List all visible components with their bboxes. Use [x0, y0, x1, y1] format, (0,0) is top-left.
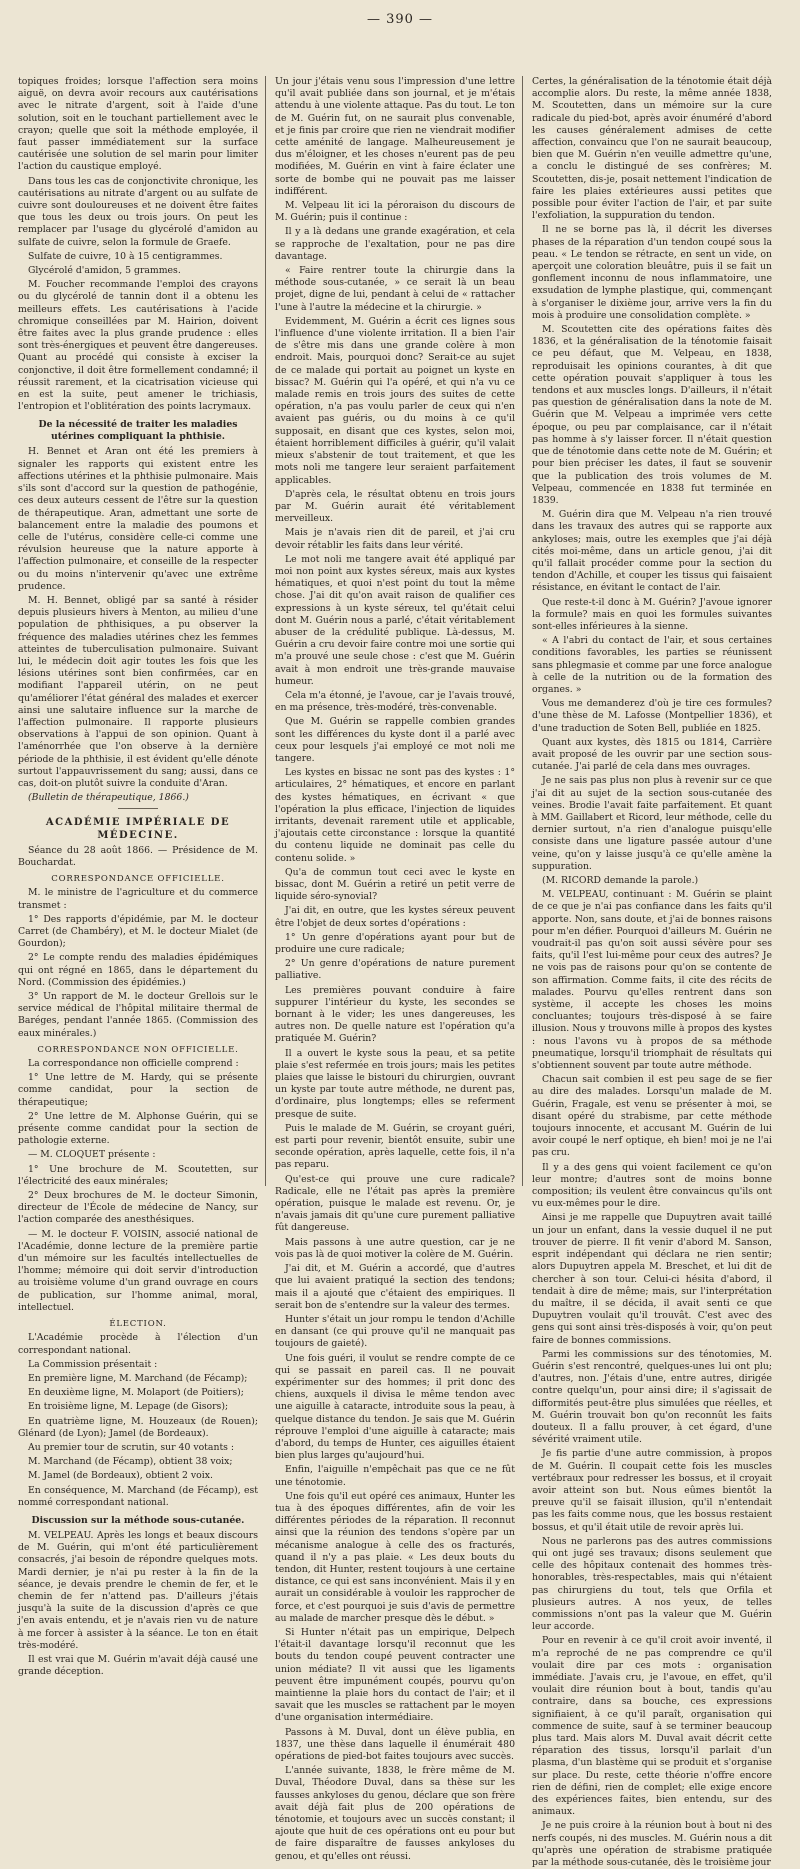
paragraph: En quatrième ligne, M. Houzeaux (de Rouen); Glénard (de Lyon); Jamel (de Bordeaux).: [18, 1415, 258, 1439]
paragraph: Si Hunter n'était pas un empirique, Delpech l'était-il davantage lorsqu'il reconnut que les bouts du tendon coupé peuvent contracter une union médiate? Il vit aussi que les ligaments peuvent être impunément coupés, pourvu qu'on maintienne la plaie hors du contact de l'air; et il savait que les muscles se rattachent par le moyen d'une organisation intermédiaire.: [275, 1626, 515, 1724]
paragraph: M. Foucher recommande l'emploi des crayons ou du glycérolé de tannin dont il a obtenu les meilleurs effets. Les cautérisations à l'acide chromique conseillées par M. Hairion, doivent être faites avec la plus grande prudence : elles sont très-énergiques et peuvent être dangereuses. Quant au procédé qui consiste à exciser la conjonctive, il doit être formellement condamné; il réussit rarement, et la cicatrisation vicieuse qui en est la suite, peut amener le trichiasis, l'entropion et l'oblitération des points lacrymaux.: [18, 279, 258, 413]
paragraph: Il ne se borne pas là, il décrit les diverses phases de la réparation d'un tendon coupé sous la peau. « Le tendon se rétracte, en sent un vide, on aperçoit une coloration bleuâtre, puis il se fait un gonflement inconnu de nous inflammatoire, une exsudation de lymphe plastique, qui, commençant à s'organiser le dixième jour, arrive vers la fin du mois à produire une consolidation complète. »: [532, 224, 772, 321]
paragraph: Le mot noli me tangere avait été appliqué par moi non point aux kystes séreux, mais aux kystes hématiques, et quoi n'est point du tout la même chose. J'ai dit qu'on avait raison de qualifier ces expressions à un kyste séreux, tel qu'était celui dont M. Guérin nous a parlé, c'était véritablement abuser de la crédulité publique. Là-dessus, M. Guérin a cru devoir faire contre moi une sortie qui m'a prouvé une seule chose : c'est que M. Guérin avait à mon endroit une très-grande mauvaise humeur.: [275, 553, 515, 687]
paragraph: Je fis partie d'une autre commission, à propos de M. Guérin. Il coupait cette fois les muscles vertébraux pour redresser les bossus, et il croyait avoir atteint son but. Nous eûmes bientôt la preuve qu'il se faisait illusion, qu'il n'entendait pas les faits comme nous, que les bossus restaient bossus, et qu'il était utile de revoir après lui.: [532, 1448, 772, 1533]
paragraph: topiques froides; lorsque l'affection sera moins aiguë, on devra avoir recours aux cautérisations avec le nitrate d'argent, soit à l'aide d'une solution, soit en le touchant partiellement avec le crayon; quelle que soit la méthode employée, il faut passer immédiatement sur la surface cautérisée une solution de sel marin pour limiter l'action du caustique employé.: [18, 76, 258, 173]
paragraph: Une fois qu'il eut opéré ces animaux, Hunter les tua à des époques différentes, afin de voir les différentes périodes de la réparation. Il reconnut ainsi que la réunion des tendons s'opère par un mécanisme analogue à celle des os fracturés, quand il n'y a pas plaie. « Les deux bouts du tendon, dit Hunter, restent toujours à une certaine distance, ce qui est sans inconvénient. Mais il y en aurait un considérable à vouloir les rapprocher de force, et c'est pourquoi je suis d'avis de permettre au malade de marcher presque dès le début. »: [275, 1490, 515, 1624]
paragraph: (M. RICORD demande la parole.): [542, 875, 699, 886]
paragraph: Il est vrai que M. Guérin m'avait déjà causé une grande déception.: [18, 1653, 258, 1678]
paragraph: 1° Une lettre de M. Hardy, qui se présente comme candidat, pour la section de thérapeutique;: [18, 1072, 258, 1108]
paragraph: Dans tous les cas de conjonctivite chronique, les cautérisations au nitrate d'argent ou au sulfate de cuivre sont douloureuses et ne doivent être faites que tous les deux ou trois jours. On peut les remplacer par l'usage du glycérolé d'amidon au sulfate de cuivre, selon la formule de Graefe.: [18, 175, 258, 248]
subsection-heading: CORRESPONDANCE OFFICIELLE.: [51, 874, 225, 885]
paragraph: Les premières pouvant conduire à faire suppurer l'intérieur du kyste, les secondes se bornant à le vider; les unes dangereuses, les autres non. De quelle nature est l'opération qu'a pratiquée M. Guérin?: [275, 984, 515, 1045]
paragraph: M. le ministre de l'agriculture et du commerce transmet :: [18, 887, 258, 911]
paragraph: — M. le docteur F. VOISIN, associé national de l'Académie, donne lecture de la première partie d'un mémoire sur les facultés intellectuelles de l'homme; mémoire qui doit servir d'introduction au troisième volume d'un grand ouvrage en cours de publication, sur l'homme animal, moral, intellectuel.: [18, 1228, 258, 1313]
citation: (Bulletin de thérapeutique, 1866.): [28, 792, 189, 804]
paragraph: M. Guérin dira que M. Velpeau n'a rien trouvé dans les travaux des autres qui se rapporte aux ankyloses; mais, outre les exemples que j'ai déjà cités moi-même, dans un article genou, j'ai dit qu'il fallait procéder comme pour la section du tendon d'Achille, et couper les tissus qui faisaient résistance, en évitant le contact de l'air.: [532, 509, 772, 594]
paragraph: Il y a des gens qui voient facilement ce qu'on leur montre; d'autres sont de moins bonne composition; ils veulent être convaincus qu'ils ont vu eux-mêmes pour le dire.: [532, 1161, 772, 1210]
paragraph: Puis le malade de M. Guérin, se croyant guéri, est parti pour revenir, bientôt ensuite, subir une seconde opération, après laquelle, cette fois, il n'a pas reparu.: [275, 1122, 515, 1171]
paragraph: « Faire rentrer toute la chirurgie dans la méthode sous-cutanée, » ce serait là un beau projet, digne de lui, pendant à celui de « rattacher l'une à l'autre la médecine et la chirurgie. »: [275, 265, 515, 313]
paragraph: L'Académie procède à l'élection d'un correspondant national.: [18, 1332, 258, 1356]
paragraph: Les kystes en bissac ne sont pas des kystes : 1° articulaires, 2° hématiques, et encore en parlant des kystes hématiques, en écrivant « que l'opération la plus efficace, l'injection de liquides irritants, devenait rarement utile et applicable, j'ajoutais cette circonstance : lorsque la quantité du contenu liquide ne dominait pas celle du contenu solide. »: [275, 767, 515, 864]
separator: [118, 808, 158, 809]
paragraph: J'ai dit, et M. Guérin a accordé, que d'autres que lui avaient pratiqué la section des tendons; mais il a ajouté que c'étaient des empiriques. Il serait bon de s'entendre sur la valeur des termes.: [275, 1263, 515, 1311]
paragraph: 3° Un rapport de M. le docteur Grellois sur le service médical de l'hôpital militaire thermal de Baréges, pendant l'année 1865. (Commission des eaux minérales.): [18, 991, 258, 1039]
paragraph: Quant aux kystes, dès 1815 ou 1814, Carrière avait proposé de les ouvrir par une section sous-cutanée. J'ai parlé de cela dans mes ouvrages.: [532, 736, 772, 773]
subsection-heading: CORRESPONDANCE NON OFFICIELLE.: [37, 1044, 239, 1055]
paragraph: 1° Une brochure de M. Scoutetten, sur l'électricité des eaux minérales;: [18, 1163, 258, 1187]
paragraph: Que M. Guérin se rappelle combien grandes sont les différences du kyste dont il a parlé avec ceux pour lesquels j'ai employé ce mot noli me tangere.: [275, 716, 515, 764]
paragraph: Enfin, l'aiguille n'empêchait pas que ce ne fût une ténotomie.: [275, 1464, 515, 1488]
paragraph: Il a ouvert le kyste sous la peau, et sa petite plaie s'est refermée en trois jours; mais les petites plaies que laisse le bistouri du chirurgien, ouvrant un kyste par toute autre méthode, ne durent pas, d'ordinaire, plus longtemps; elles se referment presque de suite.: [275, 1047, 515, 1120]
paragraph: Ainsi je me rappelle que Dupuytren avait taillé un jour un enfant, dans la vessie duquel il ne put trouver de pierre. Il fit venir d'abord M. Sanson, esprit indépendant qui déclara ne rien sentir; alors Dupuytren appela M. Breschet, et lui dit de chercher à son tour. Celui-ci hésita d'abord, il tendait à dire de même; mais, sur l'interprétation du maître, il se décida, il avait senti ce que Dupuytren voulait qu'il trouvât. C'est avec des gens qui sont ainsi très-disposés à voir, qu'on peut faire de bonnes commissions.: [532, 1212, 772, 1346]
paragraph: Je ne sais pas plus non plus à revenir sur ce que j'ai dit au sujet de la section sous-cutanée des veines. Brodie l'avait faite parfaitement. Et quant à MM. Gaillabert et Ricord, leur méthode, celle du dernier surtout, n'a rien d'analogue puisqu'elle consiste dans une ligature passée autour d'une veine, qu'on y laisse jusqu'à ce qu'elle amène la suppuration.: [532, 775, 772, 872]
paragraph: M. Marchand (de Fécamp), obtient 38 voix;: [28, 1456, 233, 1468]
paragraph: M. VELPEAU, continuant : M. Guérin se plaint de ce que je n'ai pas confiance dans les faits qu'il apporte. Non, sans doute, et j'ai de bonnes raisons pour m'en défier. Pourquoi d'ailleurs M. Guérin ne voudrait-il pas qu'on soit aussi sévère pour ses faits, qu'il l'est lui-même pour ceux des autres? Je ne vois pas de raisons pour qu'on se contente de son affirmation. Comme faits, il cite des récits de malades. Pourvu qu'elles rentrent dans son système, il accepte les choses les moins concluantes; toujours très-disposé à se faire illusion. Nous y trouvons mille à propos des kystes : nous l'avons vu à propos de sa méthode pneumatique, lorsqu'il triomphait de résultats qui s'obtiennent souvent par toute autre méthode.: [532, 889, 772, 1072]
paragraph: Mais je n'avais rien dit de pareil, et j'ai cru devoir rétablir les faits dans leur vérité.: [275, 527, 515, 551]
paragraph: Nous ne parlerons pas des autres commissions qui ont jugé ses travaux; disons seulement que celle des hôpitaux contenait des hommes très-honorables, très-respectables, mais qui n'étaient pas chirurgiens du tout, tels que Orfila et plusieurs autres. A nos yeux, de telles commissions n'ont pas la valeur que M. Guérin leur accorde.: [532, 1535, 772, 1633]
paragraph: « A l'abri du contact de l'air, et sous certaines conditions favorables, les parties se réunissent sans phlegmasie et comme par une force analogue à celle de la nutrition ou de la formation des organes. »: [532, 635, 772, 695]
paragraph: Une fois guéri, il voulut se rendre compte de ce qui se passait en pareil cas. Il ne pouvait expérimenter sur des hommes; il prit donc des chiens, auxquels il divisa le même tendon avec une aiguille à cataracte, introduite sous la peau, à quelque distance du tendon. Je sais que M. Guérin réprouve l'emploi d'une aiguille à cataracte; mais d'abord, du temps de Hunter, ces aiguilles étaient bien plus larges qu'aujourd'hui.: [275, 1352, 515, 1462]
paragraph: Il y a là dedans une grande exagération, et cela se rapproche de l'exaltation, pour ne pas dire davantage.: [275, 226, 515, 262]
paragraph: M. Scoutetten cite des opérations faites dès 1836, et la généralisation de la ténotomie faisait ce peu défaut, que M. Velpeau, en 1838, reproduisait les opinions courantes, à dit que cette opération pouvait s'appliquer à tous les tendons et aux muscles longs. D'ailleurs, il n'était pas question de généralisation dans la note de M. Guérin que M. Velpeau a imprimée vers cette époque, ou peu par complaisance, car il n'était pas homme à s'y laisser forcer. Il n'était question que de ténotomie dans cette note de M. Guérin; et pour bien préciser les dates, il faut se souvenir que la publication des trois volumes de M. Velpeau, commencée en 1838 fut terminée en 1839.: [532, 324, 772, 506]
session-line: Séance du 28 août 1866. — Présidence de M. Bouchardat.: [18, 844, 258, 868]
section-heading: Discussion sur la méthode sous-cutanée.: [31, 1514, 245, 1526]
paragraph: L'année suivante, 1838, le frère même de M. Duval, Théodore Duval, dans sa thèse sur les fausses ankyloses du genou, déclare que son frère avait déjà fait plus de 200 opérations de ténotomie, et toujours avec un succès constant; il ajoute que huit de ces opérations ont eu pour but de faire disparaître de fausses ankyloses du genou, et qu'elles ont réussi.: [275, 1765, 515, 1862]
paragraph: 2° Deux brochures de M. le docteur Simonin, directeur de l'École de médecine de Nancy, sur l'action comparée des anesthésiques.: [18, 1190, 258, 1226]
paragraph: Je ne puis croire à la réunion bout à bout ni des nerfs coupés, ni des muscles. M. Guérin nous a dit qu'après une opération de strabisme pratiquée par la méthode sous-cutanée, dès le troisième jour: [532, 1820, 772, 1869]
paragraph: Certes, la généralisation de la ténotomie était déjà accomplie alors. Du reste, la même année 1838, M. Scoutetten, dans un mémoire sur la cure radicale du pied-bot, après avoir énuméré d'abord les causes généralement admises de cette affection, convaincu que l'on ne saurait beaucoup, bien que M. Guérin n'en veuille admettre qu'une, a conclu le distingué de ses confrères; M. Scoutetten, dis-je, posait nettement l'indication de faire les plaies extérieures aussi petites que possible pour éviter l'action de l'air, et par suite l'exfoliation, la suppuration du tendon.: [532, 76, 772, 222]
paragraph: La Commission présentait :: [28, 1358, 158, 1370]
paragraph: M. Jamel (de Bordeaux), obtient 2 voix.: [28, 1470, 213, 1482]
paragraph: Chacun sait combien il est peu sage de se fier au dire des malades. Lorsqu'un malade de M. Guérin, Fragale, est venu se présenter à moi, se disant opéré du strabisme, par cette méthode toujours innocente, et accusant M. Guérin de lui avoir coupé le nerf optique, eh bien! moi je ne l'ai pas cru.: [532, 1074, 772, 1159]
paragraph: Un jour j'étais venu sous l'impression d'une lettre qu'il avait publiée dans son journal, et je m'étais attendu à une violente attaque. Pas du tout. Le ton de M. Guérin fut, on ne saurait plus convenable, et je finis par croire que rien ne viendrait modifier cette aménité de langage. Malheureusement je dus m'éloigner, et les choses n'eurent pas de peu modifiées, M. Guérin en vint à faire éclater une sorte de bombe qui ne pouvait pas me laisser indifférent.: [275, 76, 515, 197]
academy-heading: ACADÉMIE IMPÉRIALE DE MÉDECINE.: [45, 817, 231, 841]
formula-line: Glycérolé d'amidon, 5 grammes.: [28, 265, 181, 277]
page-number: — 390 —: [366, 12, 434, 27]
column-divider: [265, 76, 266, 1186]
section-heading: De la nécessité de traiter les maladies utérines compliquant la phthisie.: [38, 419, 238, 443]
paragraph: 2° Une lettre de M. Alphonse Guérin, qui se présente comme candidat pour la section de pathologie externe.: [18, 1110, 258, 1147]
paragraph: Qu'est-ce qui prouve une cure radicale? Radicale, elle ne l'était pas après la première opération, puisque le malade est revenu. Or, je n'avais jamais dit qu'une cure purement palliative fût dangereuse.: [275, 1173, 515, 1234]
paragraph: En troisième ligne, M. Lepage (de Gisors);: [28, 1401, 229, 1413]
paragraph: 2° Un genre d'opérations de nature purement palliative.: [275, 958, 515, 982]
column-1: [18, 76, 258, 1678]
paragraph: H. Bennet et Aran ont été les premiers à signaler les rapports qui existent entre les affections utérines et la phthisie pulmonaire. Mais s'ils sont d'accord sur la question de pathogénie, ces deux auteurs cessent de l'être sur la question de thérapeutique. Aran, admettant une sorte de balancement entre la maladie des poumons et celle de l'utérus, considère celle-ci comme une révulsion heureuse que la nature apporte à l'affection pulmonaire, et conseille de la respecter ou du moins n'intervenir qu'avec une extrême prudence.: [18, 446, 258, 592]
paragraph: Mais passons à une autre question, car je ne vois pas là de quoi motiver la colère de M. Guérin.: [275, 1236, 515, 1260]
paragraph: Pour en revenir à ce qu'il croit avoir inventé, il m'a reproché de ne pas comprendre ce qu'il voulait dire par ces mots : organisation immédiate. J'avais cru, je l'avoue, en effet, qu'il voulait dire réunion bout à bout, tandis qu'au contraire, dans sa bouche, ces expressions signifiaient, à ce qu'il paraît, organisation qui commence de suite, sauf à se terminer beaucoup plus tard. Mais alors M. Duval avait décrit cette réparation des tissus, lorsqu'il parlait d'un plasma, d'un blastème qui se produit et s'organise sur place. Du reste, cette théorie n'offre encore rien de défini, rien de complet; elle exige encore des expériences faites, bien entendu, sur des animaux.: [532, 1635, 772, 1818]
paragraph: M. VELPEAU. Après les longs et beaux discours de M. Guérin, qui m'ont été particulièrement consacrés, j'ai besoin de répondre quelques mots. Mardi dernier, je n'ai pu rester à la fin de la séance, je devais prendre le chemin de fer, et le chemin de fer n'attend pas. D'ailleurs j'étais jusqu'à la suite de la discussion d'après ce que j'en avais entendu, et je n'avais rien vu de nature à me forcer à assister à la séance. Le ton en était très-modéré.: [18, 1529, 258, 1651]
paragraph: J'ai dit, en outre, que les kystes séreux peuvent être l'objet de deux sortes d'opérations :: [275, 905, 515, 929]
paragraph: En première ligne, M. Marchand (de Fécamp);: [28, 1372, 248, 1384]
column-2: [275, 76, 515, 1862]
paragraph: Au premier tour de scrutin, sur 40 votants :: [28, 1441, 235, 1453]
paragraph: 2° Le compte rendu des maladies épidémiques qui ont régné en 1865, dans le département du Nord. (Commission des épidémies.): [18, 952, 258, 988]
paragraph: Cela m'a étonné, je l'avoue, car je l'avais trouvé, en ma présence, très-modéré, très-convenable.: [275, 689, 515, 714]
paragraph: Hunter s'était un jour rompu le tendon d'Achille en dansant (ce qui prouve qu'il ne manquait pas toujours de gaieté).: [275, 1313, 515, 1350]
subsection-heading: ÉLECTION.: [109, 1319, 167, 1330]
column-3: [532, 76, 772, 1869]
paragraph: Passons à M. Duval, dont un élève publia, en 1837, une thèse dans laquelle il énumérait 480 opérations de pied-bot faites toujours avec succès.: [275, 1726, 515, 1763]
formula-line: Sulfate de cuivre, 10 à 15 centigrammes.: [28, 250, 223, 262]
paragraph: — M. CLOQUET présente :: [28, 1149, 156, 1161]
paragraph: 1° Un genre d'opérations ayant pour but de produire une cure radicale;: [275, 931, 515, 956]
paragraph: M. H. Bennet, obligé par sa santé à résider depuis plusieurs hivers à Menton, au milieu d'une population de phthisiques, a pu observer la fréquence des maladies utérines chez les femmes atteintes de tuberculisation pulmonaire. Suivant lui, le médecin doit agir toutes les fois que les lésions utérines sont bien confirmées, car en modifiant l'appareil utérin, on ne peut qu'améliorer l'état général des malades et exercer ainsi une salutaire influence sur la marche de l'affection pulmonaire. Il rapporte plusieurs observations à l'appui de son opinion. Quant à l'aménorrhée que l'on observe à la dernière période de la phthisie, il est évident qu'elle dénote surtout l'appauvrissement du sang; aussi, dans ce cas, doit-on plutôt suivre la conduite d'Aran.: [18, 594, 258, 789]
paragraph: En deuxième ligne, M. Molaport (de Poitiers);: [28, 1387, 244, 1399]
paragraph: Vous me demanderez d'où je tire ces formules? d'une thèse de M. Lafosse (Montpellier 1836), et d'une traduction de Soten Bell, publiée en 1825.: [532, 698, 772, 734]
paragraph: M. Velpeau lit ici la péroraison du discours de M. Guérin; puis il continue :: [275, 200, 515, 224]
column-divider: [522, 76, 523, 1186]
paragraph: 1° Des rapports d'épidémie, par M. le docteur Carret (de Chambéry), et M. le docteur Mialet (de Gourdon);: [18, 913, 258, 950]
paragraph: Parmi les commissions sur des ténotomies, M. Guérin s'est rencontré, quelques-unes lui ont plu; d'autres, non. J'étais d'une, entre autres, dirigée contre quelqu'un, pour ainsi dire; il s'agissait de difformités peut-être plus simulées que réelles, et M. Guérin trouvait bon qu'on reconnût les faits douteux. Il a fallu prouver, à cet égard, d'une sévérité vraiment utile.: [532, 1348, 772, 1446]
paragraph: La correspondance non officielle comprend :: [28, 1058, 239, 1070]
paragraph: D'après cela, le résultat obtenu en trois jours par M. Guérin aurait été véritablement merveilleux.: [275, 488, 515, 525]
paragraph: Que reste-t-il donc à M. Guérin? J'avoue ignorer la formule? mais en quoi les formules suivantes sont-elles inférieures à la sienne.: [532, 596, 772, 632]
paragraph: Qu'a de commun tout ceci avec le kyste en bissac, dont M. Guérin a retiré un petit verre de liquide séro-synovial?: [275, 866, 515, 903]
paragraph: En conséquence, M. Marchand (de Fécamp), est nommé correspondant national.: [18, 1484, 258, 1508]
paragraph: Evidemment, M. Guérin a écrit ces lignes sous l'influence d'une violente irritation. Il a bien l'air de s'être mis dans une grande colère à mon endroit. Mais, pourquoi donc? Serait-ce au sujet de ce malade qui portait au poignet un kyste en bissac? M. Guérin qui l'a opéré, et qui n'a vu ce malade remis en trois jours des suites de cette opération, n'a pas voulu parler de ceux qui n'en avaient pas guéris, ou du moins à ce qu'il supposait, en disant que ces kystes, selon moi, étaient horriblement difficiles à guérir, qu'il valait mieux s'abstenir de tout traitement, et que les mots noli me tangere leur seraient parfaitement applicables.: [275, 315, 515, 486]
